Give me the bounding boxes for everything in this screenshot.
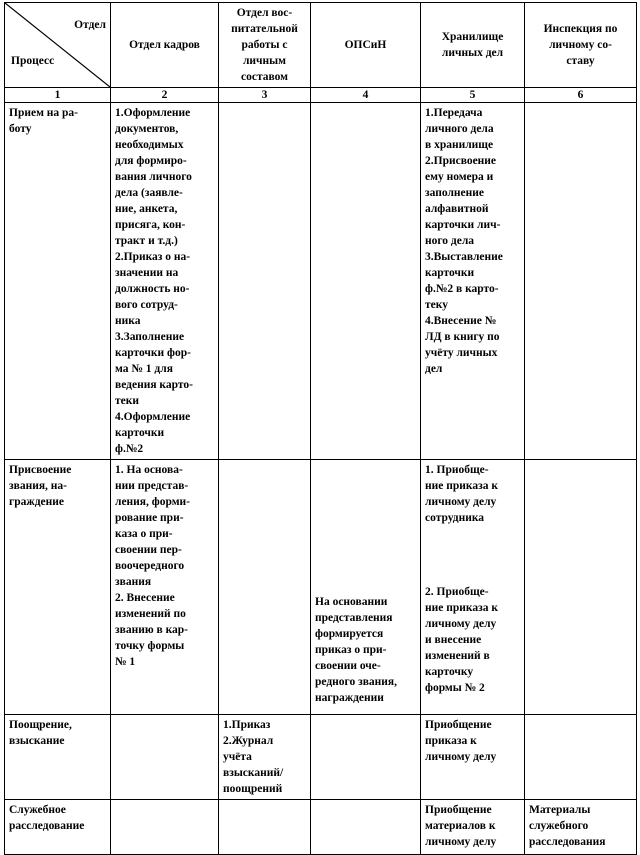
header-education-department: Отдел вос- питательной работы с личным составом [219,3,311,88]
inspection-cell: Материалы служебного расследования [525,800,637,855]
process-table [4,2,637,855]
hr-cell [111,800,219,855]
table-row-hiring [5,103,637,460]
department-header-label: Отдел [74,19,106,31]
process-cell: Служебное расследование [5,800,111,855]
header-opsin: ОПСиН [311,3,421,88]
storage-cell: 1.Передача личного дела в хранилище 2.Присвоение ему номера и заполнение алфавитной карточки лич- ного дела 3.Выставление карточки ф.№2 в карто- теку 4.Внесение № ЛД в книгу по учёту личных дел [421,103,525,460]
header-files-storage: Хранилище личных дел [421,3,525,88]
process-cell: Присвоение звания, на- граждение [5,460,111,715]
header-hr-department: Отдел кадров [111,3,219,88]
education-cell [219,103,311,460]
column-number: 2 [111,88,219,103]
column-number: 4 [311,88,421,103]
column-number: 3 [219,88,311,103]
opsin-cell: На основании представления формируется приказ о при- своении оче- редного звания, награждении [311,460,421,715]
opsin-cell [311,103,421,460]
header-personnel-inspection: Инспекция по личному со- ставу [525,3,637,88]
table-row-reward-penalty [5,715,637,800]
storage-cell-part-1: 1. Приобще- ние приказа к личному делу сотрудника [425,464,498,524]
storage-cell-part-2: 2. Приобще- ние приказа к личному делу и внесение изменений в карточку формы № 2 [425,586,498,694]
storage-cell [421,460,525,715]
storage-cell: Приобщение материалов к личному делу [421,800,525,855]
column-number-row [5,88,637,103]
opsin-cell [311,800,421,855]
inspection-cell [525,715,637,800]
hr-cell: 1.Оформление документов, необходимых для формиро- вания личного дела (заявле- ние, анкета, присяга, кон- тракт и т.д.) 2.Приказ о на- значении на должность но- вого сотруд- ника 3.Заполнение карточки фор- ма № 1 для ведения карто- теки 4.Оформление карточки ф.№2 [111,103,219,460]
education-cell [219,460,311,715]
inspection-cell [525,460,637,715]
process-header-label: Процесс [11,55,55,67]
process-cell: Поощрение, взыскание [5,715,111,800]
opsin-cell [311,715,421,800]
diagonal-line [5,3,110,87]
column-number: 1 [5,88,111,103]
inspection-cell [525,103,637,460]
column-number: 6 [525,88,637,103]
process-cell: Прием на ра- боту [5,103,111,460]
hr-cell [111,715,219,800]
education-cell [219,800,311,855]
column-number: 5 [421,88,525,103]
diagonal-header-cell [5,3,111,88]
storage-cell: Приобщение приказа к личному делу [421,715,525,800]
education-cell: 1.Приказ 2.Журнал учёта взысканий/ поощрений [219,715,311,800]
header-row [5,3,637,88]
hr-cell: 1. На основа- нии представ- ления, форми- рование при- каза о при- своении пер- воочередного звания 2. Внесение изменений по званию в кар- точку формы № 1 [111,460,219,715]
table-row-investigation [5,800,637,855]
table-row-rank-award [5,460,637,715]
